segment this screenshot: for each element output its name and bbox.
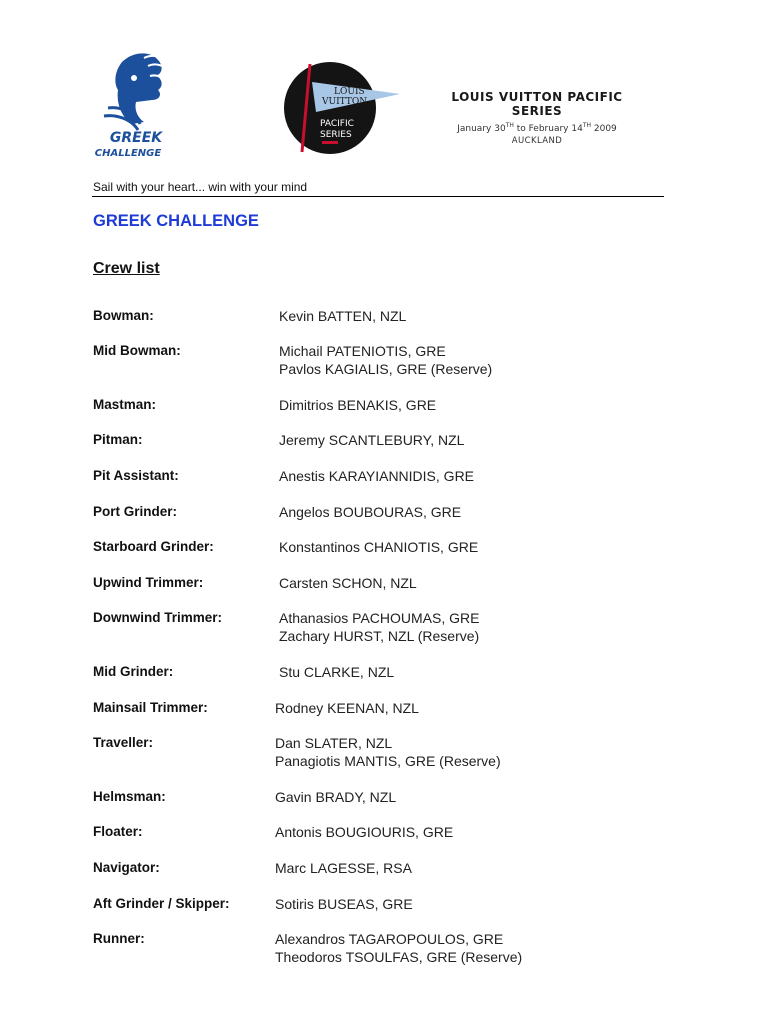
crew-member-name: Jeremy SCANTLEBURY, NZL bbox=[279, 432, 465, 448]
crew-names bbox=[279, 467, 474, 485]
crew-names bbox=[275, 859, 412, 877]
crew-names bbox=[279, 663, 394, 681]
crew-member-name: Dimitrios BENAKIS, GRE bbox=[279, 397, 437, 413]
svg-text:CHALLENGE: CHALLENGE bbox=[94, 148, 162, 159]
section-title: Crew list bbox=[93, 260, 160, 277]
louis-vuitton-pacific-series-logo bbox=[282, 56, 402, 158]
crew-names bbox=[279, 574, 417, 592]
svg-text:LOUIS: LOUIS bbox=[334, 87, 365, 97]
crew-member-name: Kevin BATTEN, NZL bbox=[279, 308, 407, 324]
greek-challenge-logo bbox=[92, 48, 178, 160]
crew-member-name: Marc LAGESSE, RSA bbox=[275, 860, 412, 876]
crew-member-name: Michail PATENIOTIS, GRE bbox=[279, 343, 446, 359]
crew-names bbox=[275, 734, 501, 770]
series-dates: January 30TH to February 14TH 2009 bbox=[457, 122, 617, 134]
crew-member-name: Dan SLATER, NZL bbox=[275, 735, 393, 751]
crew-role: Downwind Trimmer: bbox=[93, 610, 223, 625]
page-header bbox=[92, 40, 664, 165]
crew-names bbox=[275, 788, 396, 806]
crew-role: Floater: bbox=[93, 824, 143, 839]
crew-member-name: Antonis BOUGIOURIS, GRE bbox=[275, 824, 454, 840]
series-info bbox=[424, 90, 650, 146]
crew-role: Navigator: bbox=[93, 860, 160, 875]
crew-names bbox=[275, 895, 413, 913]
crew-role: Helmsman: bbox=[93, 789, 166, 804]
svg-text:VUITTON: VUITTON bbox=[322, 97, 368, 107]
crew-role: Aft Grinder / Skipper: bbox=[93, 896, 230, 911]
crew-names bbox=[275, 823, 453, 841]
crew-names bbox=[279, 538, 478, 556]
crew-role: Bowman: bbox=[93, 308, 154, 323]
crew-role: Starboard Grinder: bbox=[93, 539, 214, 554]
crew-member-name: Alexandros TAGAROPOULOS, GRE bbox=[275, 931, 504, 947]
crew-member-name: Theodoros TSOULFAS, GRE (Reserve) bbox=[275, 949, 523, 965]
crew-member-name: Stu CLARKE, NZL bbox=[279, 664, 395, 680]
crew-member-name: Konstantinos CHANIOTIS, GRE bbox=[279, 539, 479, 555]
crew-names bbox=[279, 503, 461, 521]
svg-text:PACIFIC: PACIFIC bbox=[320, 119, 354, 129]
header-divider bbox=[92, 196, 664, 197]
crew-names bbox=[275, 930, 522, 966]
crew-member-name: Pavlos KAGIALIS, GRE (Reserve) bbox=[279, 361, 493, 377]
crew-member-name: Rodney KEENAN, NZL bbox=[275, 700, 419, 716]
crew-role: Runner: bbox=[93, 931, 145, 946]
crew-role: Traveller: bbox=[93, 735, 154, 750]
series-city: AUCKLAND bbox=[511, 136, 563, 146]
tagline: Sail with your heart... win with your mind bbox=[93, 180, 308, 194]
crew-role: Mid Bowman: bbox=[93, 343, 181, 358]
svg-text:GREEK: GREEK bbox=[109, 130, 163, 146]
crew-names bbox=[275, 699, 419, 717]
crew-member-name: Athanasios PACHOUMAS, GRE bbox=[279, 610, 480, 626]
crew-names bbox=[279, 431, 464, 449]
crew-role: Port Grinder: bbox=[93, 504, 178, 519]
crew-names bbox=[279, 609, 479, 645]
team-name: GREEK CHALLENGE bbox=[93, 212, 259, 230]
crew-member-name: Sotiris BUSEAS, GRE bbox=[275, 896, 413, 912]
crew-member-name: Anestis KARAYIANNIDIS, GRE bbox=[279, 468, 475, 484]
svg-text:SERIES: SERIES bbox=[320, 130, 352, 140]
crew-role: Upwind Trimmer: bbox=[93, 575, 204, 590]
crew-member-name: Panagiotis MANTIS, GRE (Reserve) bbox=[275, 753, 501, 769]
crew-names bbox=[279, 307, 406, 325]
crew-member-name: Angelos BOUBOURAS, GRE bbox=[279, 504, 462, 520]
crew-member-name: Carsten SCHON, NZL bbox=[279, 575, 417, 591]
crew-role: Pitman: bbox=[93, 432, 143, 447]
series-title: LOUIS VUITTON PACIFIC SERIES bbox=[451, 90, 623, 118]
crew-member-name: Gavin BRADY, NZL bbox=[275, 789, 397, 805]
crew-names bbox=[279, 342, 492, 378]
crew-role: Mastman: bbox=[93, 397, 157, 412]
crew-role: Mainsail Trimmer: bbox=[93, 700, 208, 715]
crew-names bbox=[279, 396, 436, 414]
crew-role: Pit Assistant: bbox=[93, 468, 179, 483]
crew-member-name: Zachary HURST, NZL (Reserve) bbox=[279, 628, 480, 644]
crew-role: Mid Grinder: bbox=[93, 664, 174, 679]
